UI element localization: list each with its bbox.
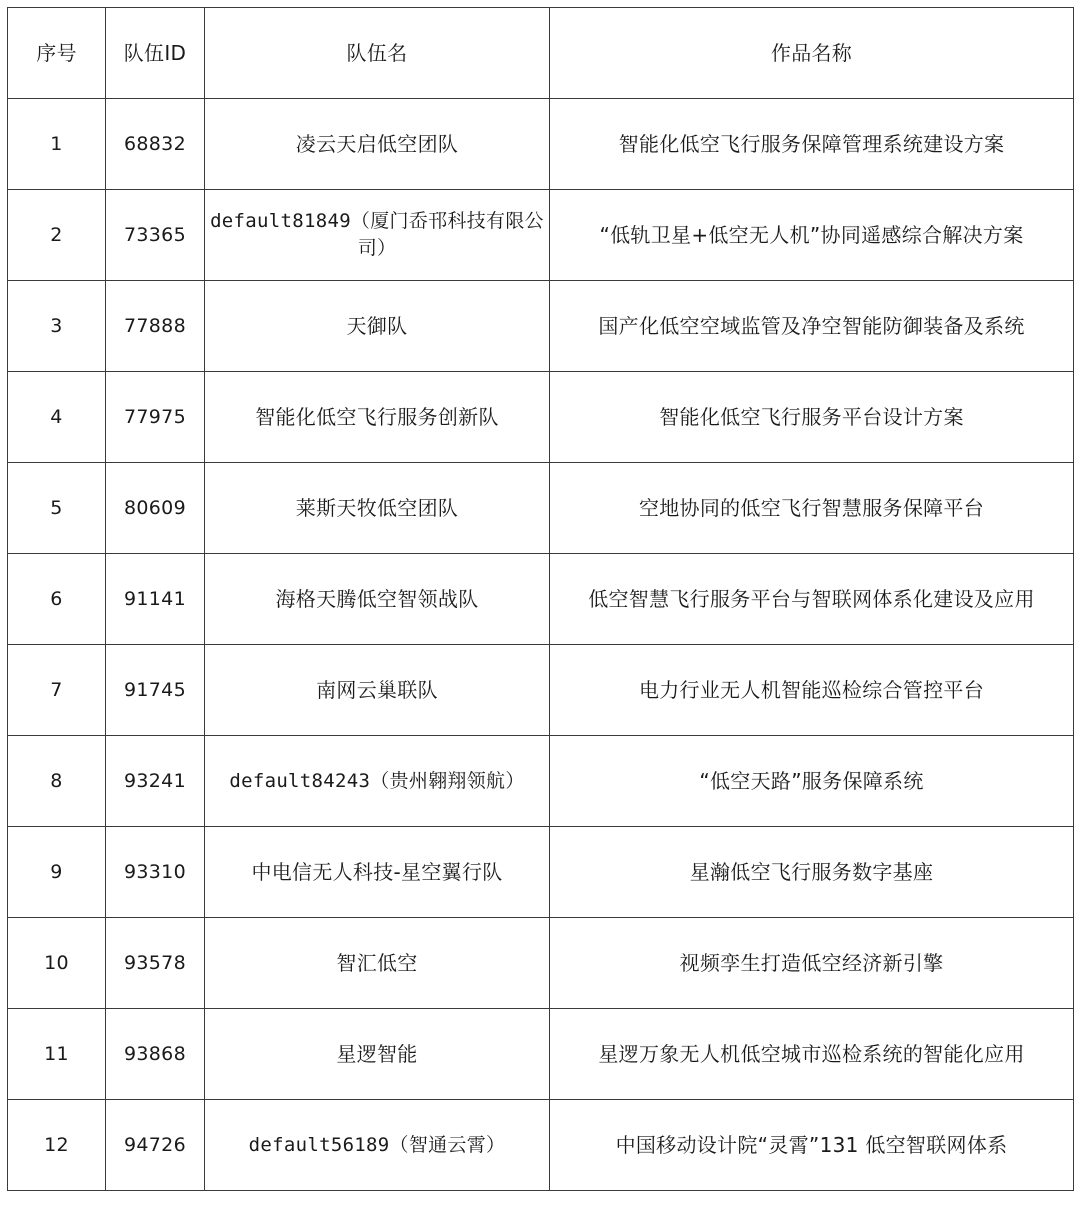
cell-team-id: 94726: [106, 1100, 205, 1191]
cell-team-id: 93241: [106, 736, 205, 827]
cell-work-name: 星逻万象无人机低空城市巡检系统的智能化应用: [550, 1009, 1074, 1100]
cell-seq: 1: [8, 99, 106, 190]
cell-team-name: 中电信无人科技-星空翼行队: [205, 827, 550, 918]
cell-team-name: 智能化低空飞行服务创新队: [205, 372, 550, 463]
cell-seq: 11: [8, 1009, 106, 1100]
cell-seq: 12: [8, 1100, 106, 1191]
cell-team-id: 77975: [106, 372, 205, 463]
cell-work-name: 智能化低空飞行服务保障管理系统建设方案: [550, 99, 1074, 190]
table-row: [8, 372, 1074, 463]
table-row: [8, 736, 1074, 827]
cell-seq: 3: [8, 281, 106, 372]
cell-team-name: 星逻智能: [205, 1009, 550, 1100]
cell-team-id: 77888: [106, 281, 205, 372]
cell-team-id: 93310: [106, 827, 205, 918]
cell-work-name: “低轨卫星+低空无人机”协同遥感综合解决方案: [550, 190, 1074, 281]
team-roster-sheet: [7, 7, 1074, 1191]
cell-team-id: 91141: [106, 554, 205, 645]
cell-seq: 9: [8, 827, 106, 918]
header-work-name: 作品名称: [550, 8, 1074, 99]
cell-work-name: 视频孪生打造低空经济新引擎: [550, 918, 1074, 1009]
cell-team-name: 智汇低空: [205, 918, 550, 1009]
header-team-name: 队伍名: [205, 8, 550, 99]
cell-work-name: 国产化低空空域监管及净空智能防御装备及系统: [550, 281, 1074, 372]
cell-work-name: 星瀚低空飞行服务数字基座: [550, 827, 1074, 918]
cell-team-name: 南网云巢联队: [205, 645, 550, 736]
cell-team-id: 91745: [106, 645, 205, 736]
table-row: [8, 918, 1074, 1009]
cell-work-name: 智能化低空飞行服务平台设计方案: [550, 372, 1074, 463]
cell-work-name: 空地协同的低空飞行智慧服务保障平台: [550, 463, 1074, 554]
cell-team-id: 73365: [106, 190, 205, 281]
cell-seq: 6: [8, 554, 106, 645]
table-row: [8, 645, 1074, 736]
cell-work-name: 低空智慧飞行服务平台与智联网体系化建设及应用: [550, 554, 1074, 645]
cell-seq: 10: [8, 918, 106, 1009]
cell-work-name: “低空天路”服务保障系统: [550, 736, 1074, 827]
cell-team-id: 80609: [106, 463, 205, 554]
cell-seq: 4: [8, 372, 106, 463]
table-row: [8, 99, 1074, 190]
cell-team-id: 93868: [106, 1009, 205, 1100]
cell-seq: 8: [8, 736, 106, 827]
cell-work-name: 电力行业无人机智能巡检综合管控平台: [550, 645, 1074, 736]
team-roster-table: [7, 7, 1074, 1191]
cell-seq: 5: [8, 463, 106, 554]
cell-team-name: default81849（厦门岙邗科技有限公司）: [205, 190, 550, 281]
cell-team-name: 凌云天启低空团队: [205, 99, 550, 190]
cell-seq: 2: [8, 190, 106, 281]
table-row: [8, 190, 1074, 281]
cell-seq: 7: [8, 645, 106, 736]
table-row: [8, 554, 1074, 645]
cell-team-name: 天御队: [205, 281, 550, 372]
cell-work-name: 中国移动设计院“灵霄”131 低空智联网体系: [550, 1100, 1074, 1191]
table-row: [8, 1009, 1074, 1100]
table-row: [8, 463, 1074, 554]
header-team-id: 队伍ID: [106, 8, 205, 99]
cell-team-name: default56189（智通云霄）: [205, 1100, 550, 1191]
table-header-row: [8, 8, 1074, 99]
header-seq: 序号: [8, 8, 106, 99]
cell-team-id: 68832: [106, 99, 205, 190]
cell-team-name: 海格天腾低空智领战队: [205, 554, 550, 645]
cell-team-id: 93578: [106, 918, 205, 1009]
cell-team-name: default84243（贵州翱翔领航）: [205, 736, 550, 827]
cell-team-name: 莱斯天牧低空团队: [205, 463, 550, 554]
table-row: [8, 827, 1074, 918]
table-row: [8, 1100, 1074, 1191]
table-row: [8, 281, 1074, 372]
